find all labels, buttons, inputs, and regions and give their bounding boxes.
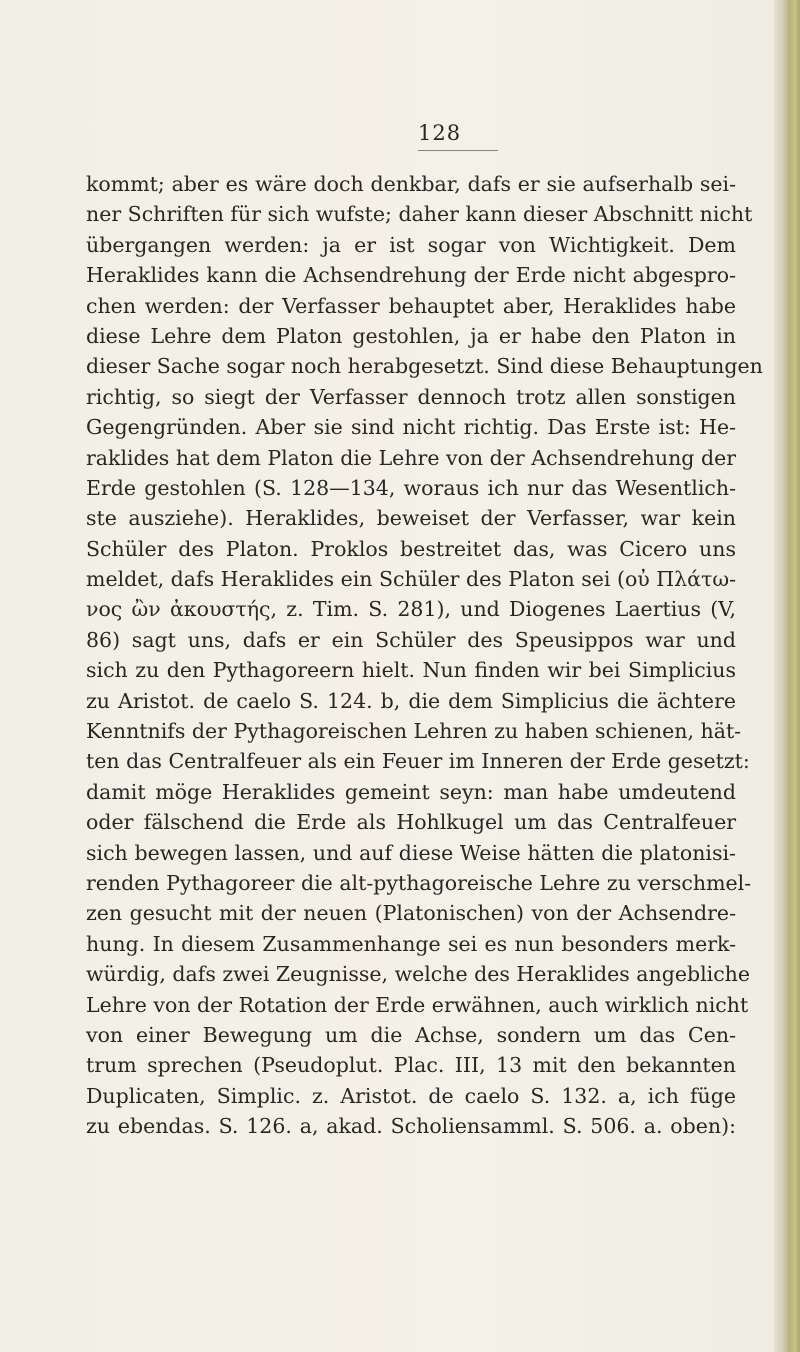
text-line: νος ὢν ἀκουστής, z. Tim. S. 281), und Diogenes Laertius (V, <box>86 597 736 622</box>
page-number: 128 <box>418 121 462 145</box>
text-line: Kenntnifs der Pythagoreischen Lehren zu haben schienen, hät- <box>86 719 742 744</box>
text-line: meldet, dafs Heraklides ein Schüler des Platon sei (οὐ Πλάτω- <box>86 567 736 592</box>
page-edge <box>774 0 800 1352</box>
text-line: Schüler des Platon. Proklos bestreitet das, was Cicero uns <box>86 536 736 561</box>
text-line: raklides hat dem Platon die Lehre von der Achsendrehung der <box>86 445 736 470</box>
text-line: 86) sagt uns, dafs er ein Schüler des Speusippos war und <box>86 627 736 652</box>
text-line: dieser Sache sogar noch herabgesetzt. Sind diese Behauptungen <box>86 354 763 379</box>
text-line: Erde gestohlen (S. 128—134, woraus ich nur das Wesentlich- <box>86 475 736 500</box>
text-line: Lehre von der Rotation der Erde erwähnen, auch wirklich nicht <box>86 992 749 1017</box>
text-line: damit möge Heraklides gemeint seyn: man habe umdeutend <box>86 779 736 804</box>
body-text <box>86 169 763 1142</box>
text-line: Gegengründen. Aber sie sind nicht richtig. Das Erste ist: He- <box>86 415 736 440</box>
text-line: sich bewegen lassen, und auf diese Weise hätten die platonisi- <box>86 840 736 865</box>
text-line: Heraklides kann die Achsendrehung der Erde nicht abgespro- <box>86 263 736 288</box>
text-line: oder fälschend die Erde als Hohlkugel um das Centralfeuer <box>86 810 736 835</box>
text-line: renden Pythagoreer die alt-pythagoreische Lehre zu verschmel- <box>86 870 752 895</box>
text-line: sich zu den Pythagoreern hielt. Nun finden wir bei Simplicius <box>86 658 736 683</box>
text-line: zu ebendas. S. 126. a, akad. Scholiensamml. S. 506. a. oben): <box>86 1114 736 1139</box>
text-line: ner Schriften für sich wufste; daher kann dieser Abschnitt nicht <box>86 202 753 227</box>
text-line: Duplicaten, Simplic. z. Aristot. de caelo S. 132. a, ich füge <box>86 1083 736 1108</box>
text-line: trum sprechen (Pseudoplut. Plac. III, 13 mit den bekannten <box>86 1053 736 1078</box>
page-number-rule <box>418 150 498 151</box>
text-line: übergangen werden: ja er ist sogar von Wichtigkeit. Dem <box>86 232 736 257</box>
text-line: ste ausziehe). Heraklides, beweiset der Verfasser, war kein <box>86 506 736 531</box>
text-line: hung. In diesem Zusammenhange sei es nun besonders merk- <box>86 931 736 956</box>
text-line: zu Aristot. de caelo S. 124. b, die dem Simplicius die ächtere <box>86 688 736 713</box>
text-line: chen werden: der Verfasser behauptet aber, Heraklides habe <box>86 293 736 318</box>
text-line: würdig, dafs zwei Zeugnisse, welche des Heraklides angebliche <box>86 962 751 987</box>
text-line: von einer Bewegung um die Achse, sondern um das Cen- <box>86 1022 736 1047</box>
text-line: zen gesucht mit der neuen (Platonischen) von der Achsendre- <box>86 901 736 926</box>
text-line: richtig, so siegt der Verfasser dennoch trotz allen sonstigen <box>86 384 736 409</box>
text-line: diese Lehre dem Platon gestohlen, ja er habe den Platon in <box>86 323 736 348</box>
text-line: kommt; aber es wäre doch denkbar, dafs er sie aufserhalb sei- <box>86 172 736 196</box>
text-line: ten das Centralfeuer als ein Feuer im Inneren der Erde gesetzt: <box>86 749 750 774</box>
